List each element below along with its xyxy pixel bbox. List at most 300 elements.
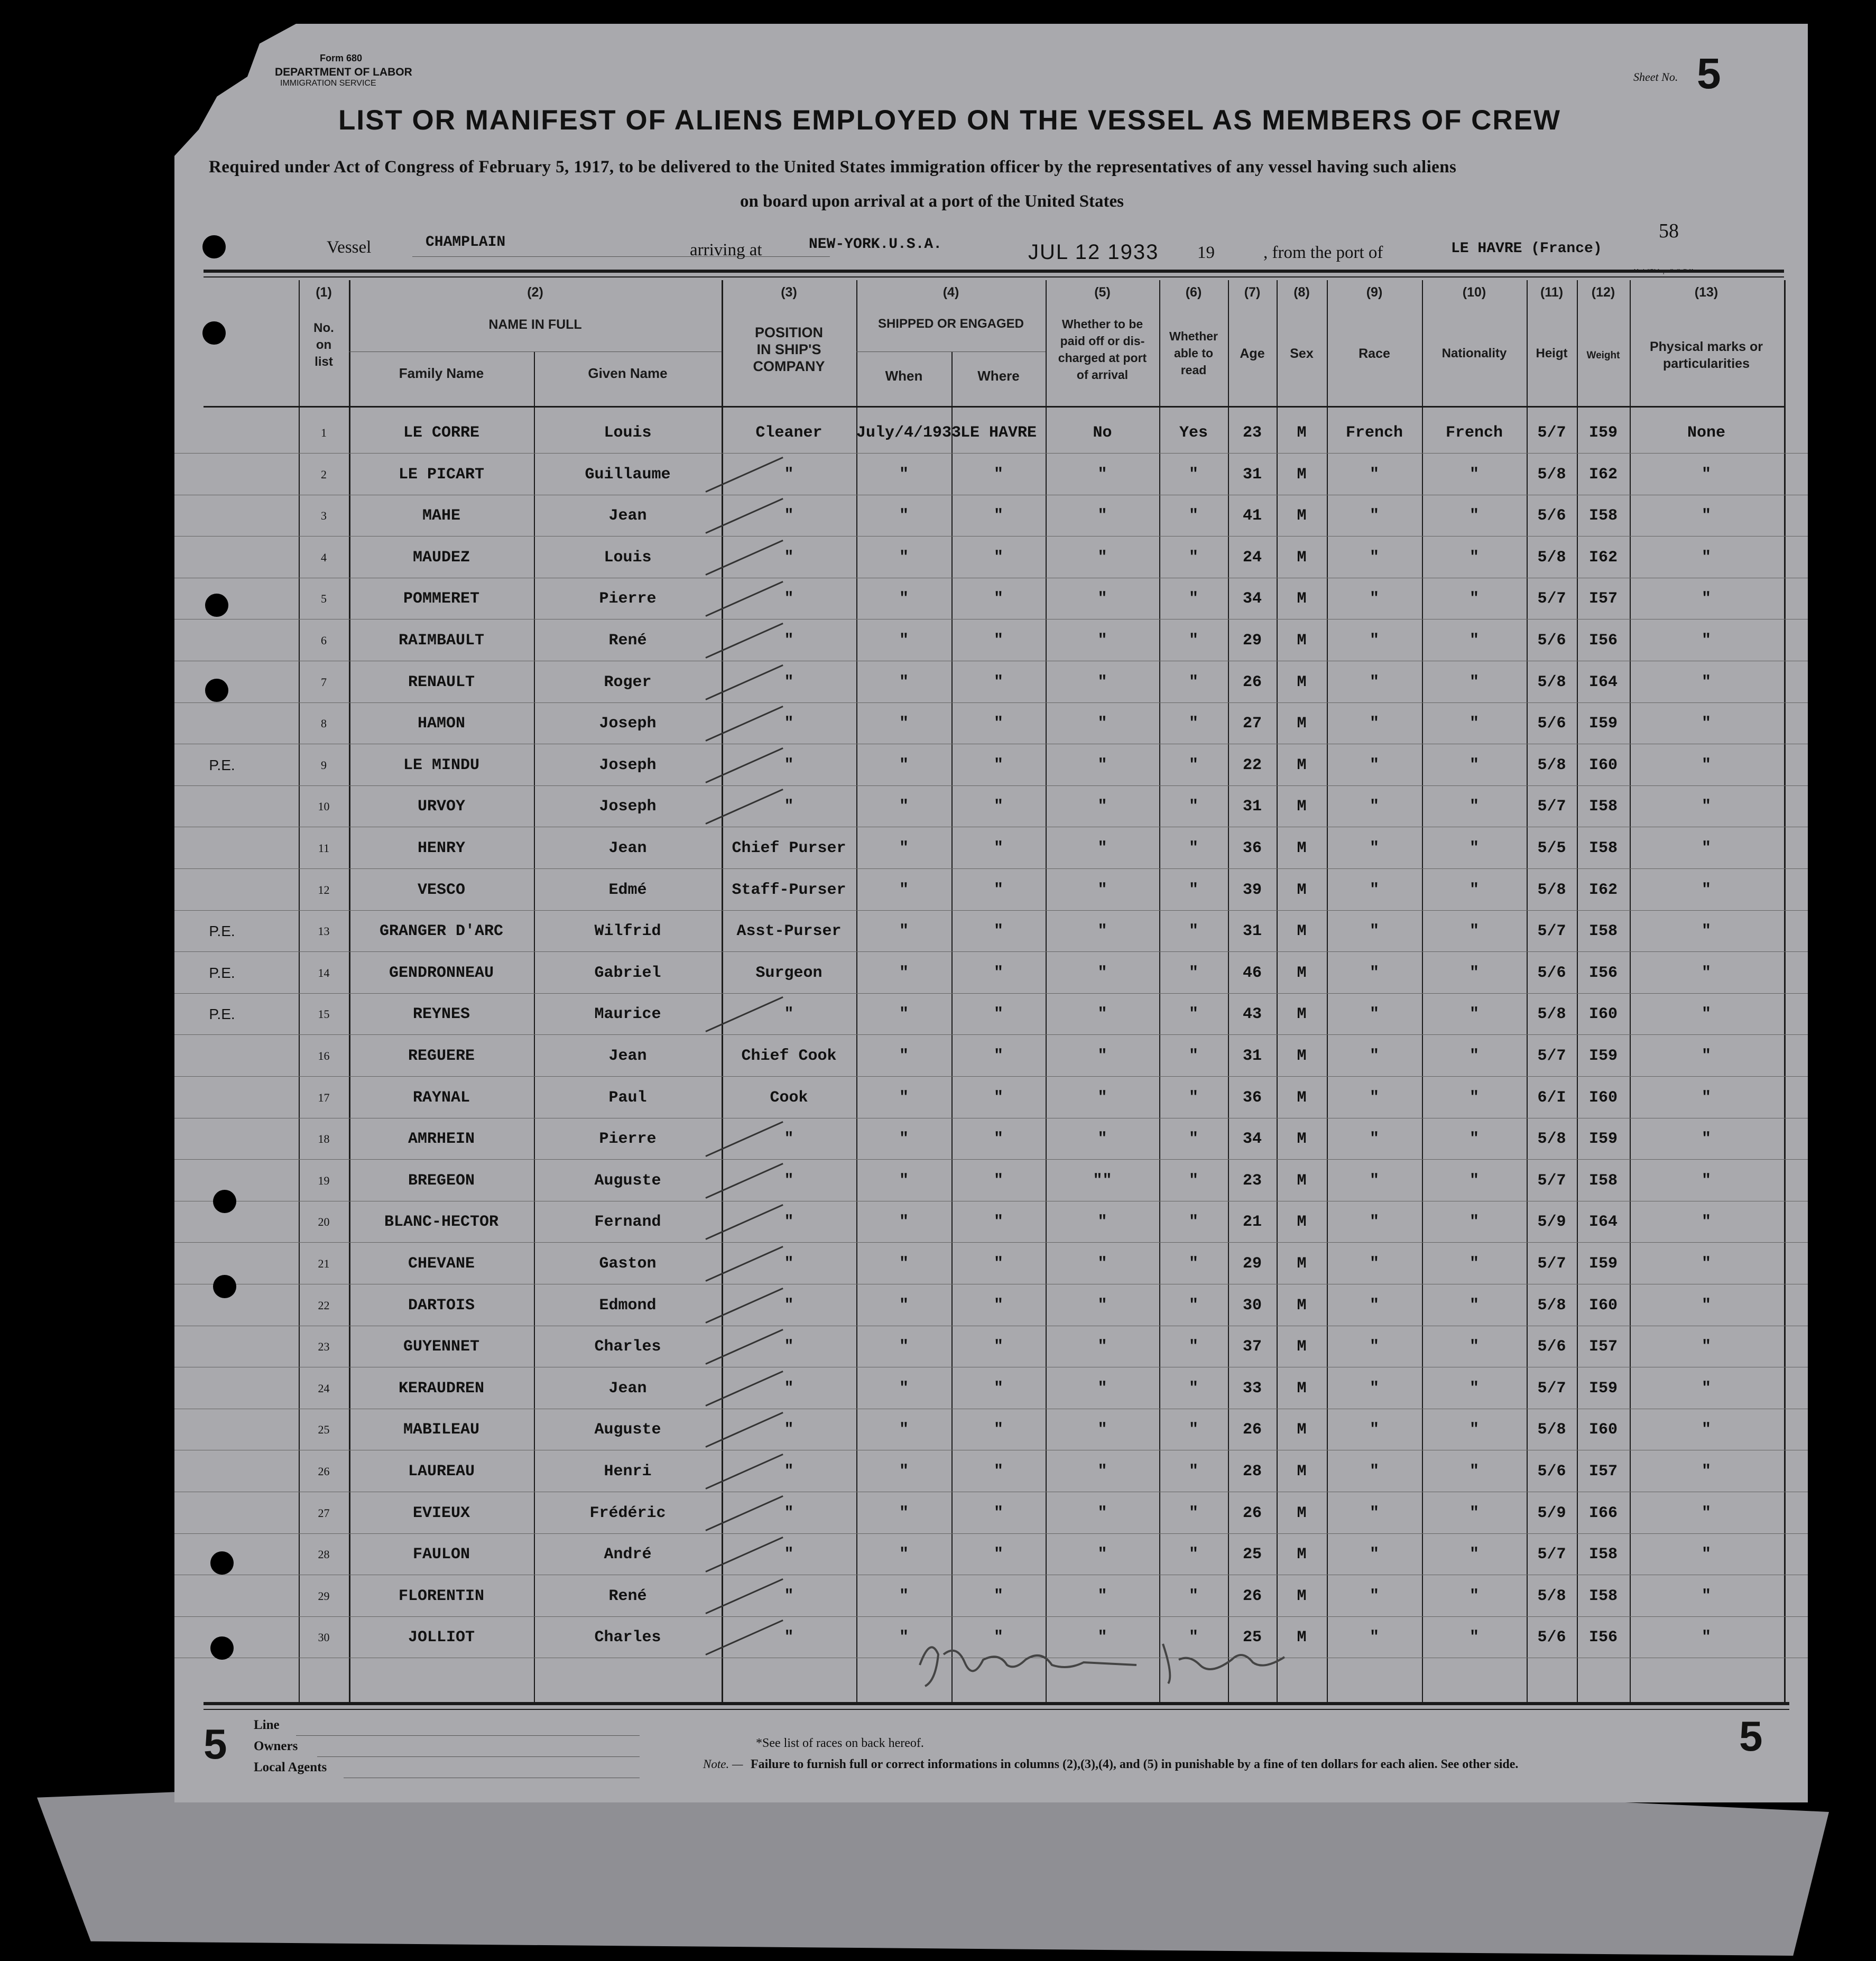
table-row xyxy=(174,703,1808,744)
cell-marks: " xyxy=(1701,1463,1711,1481)
cell-position: " xyxy=(784,798,794,816)
cell-height: 5/6 xyxy=(1537,632,1566,650)
cell-where: " xyxy=(993,756,1003,774)
cell-age: 23 xyxy=(1242,424,1262,442)
col-8-header: Sex xyxy=(1290,346,1314,361)
footer-sheet-right: 5 xyxy=(1739,1713,1763,1760)
cell-family: EVIEUX xyxy=(412,1504,470,1522)
cell-when: " xyxy=(899,1255,909,1273)
cell-sex: M xyxy=(1297,507,1307,525)
cell-race: " xyxy=(1369,1213,1379,1232)
cell-height: 5/7 xyxy=(1537,1379,1566,1398)
cell-height: 5/8 xyxy=(1537,1587,1566,1605)
cell-nationality: " xyxy=(1469,922,1479,941)
cell-weight: I60 xyxy=(1588,1005,1618,1024)
cell-sex: M xyxy=(1297,590,1307,608)
col-5-number: (5) xyxy=(1094,285,1111,300)
cell-given: Edmé xyxy=(608,881,647,899)
cell-race: " xyxy=(1369,1130,1379,1149)
cell-sex: M xyxy=(1297,1005,1307,1024)
cell-age: 26 xyxy=(1242,1421,1262,1439)
cell-when: " xyxy=(899,548,909,567)
pe-annotation xyxy=(180,1035,264,1077)
cell-read: Yes xyxy=(1179,424,1208,442)
cell-where: " xyxy=(993,1005,1003,1024)
cell-position: " xyxy=(784,1463,794,1481)
cell-marks: " xyxy=(1701,964,1711,982)
cell-age: 22 xyxy=(1242,756,1262,774)
cell-race: " xyxy=(1369,1463,1379,1481)
cell-when: " xyxy=(899,1296,909,1315)
cell-position: " xyxy=(784,632,794,650)
cell-read: " xyxy=(1188,1379,1198,1398)
cell-marks: " xyxy=(1701,922,1711,941)
cell-given: Gabriel xyxy=(594,964,661,982)
cell-height: 5/7 xyxy=(1537,1047,1566,1065)
cell-marks: " xyxy=(1701,1296,1711,1315)
cell-sex: M xyxy=(1297,798,1307,816)
cell-age: 25 xyxy=(1242,1629,1262,1647)
cell-age: 23 xyxy=(1242,1171,1262,1190)
cell-no: 20 xyxy=(318,1215,330,1229)
cell-given: André xyxy=(604,1546,652,1564)
cell-race: " xyxy=(1369,507,1379,525)
col-13-header: Physical marks or particularities xyxy=(1649,339,1763,371)
cell-position: " xyxy=(784,1546,794,1564)
cell-family: RENAULT xyxy=(408,673,475,691)
attached-paper-stub xyxy=(37,1776,1829,1956)
cell-read: " xyxy=(1188,1629,1198,1647)
cell-weight: I62 xyxy=(1588,548,1618,567)
cell-paid: " xyxy=(1097,922,1107,941)
cell-position: Surgeon xyxy=(755,964,823,982)
table-row xyxy=(174,1576,1808,1617)
cell-age: 21 xyxy=(1242,1213,1262,1232)
cell-no: 13 xyxy=(318,924,330,938)
cell-weight: I59 xyxy=(1588,1130,1618,1149)
cell-marks: " xyxy=(1701,1130,1711,1149)
manifest-title: LIST OR MANIFEST OF ALIENS EMPLOYED ON THE VESSEL AS MEMBERS OF CREW xyxy=(338,105,1561,136)
cell-where: " xyxy=(993,922,1003,941)
cell-read: " xyxy=(1188,1338,1198,1356)
cell-when: " xyxy=(899,1171,909,1190)
cell-no: 4 xyxy=(321,550,327,564)
cell-nationality: " xyxy=(1469,1130,1479,1149)
table-row xyxy=(174,786,1808,827)
cell-read: " xyxy=(1188,1005,1198,1024)
cell-sex: M xyxy=(1297,715,1307,733)
cell-when: " xyxy=(899,756,909,774)
cell-race: " xyxy=(1369,1255,1379,1273)
col-1-number: (1) xyxy=(316,285,332,300)
cell-paid: No xyxy=(1093,424,1112,442)
cell-age: 31 xyxy=(1242,465,1262,484)
cell-family: KERAUDREN xyxy=(398,1379,485,1398)
cell-race: " xyxy=(1369,465,1379,484)
cell-weight: I66 xyxy=(1588,1504,1618,1522)
cell-height: 5/6 xyxy=(1537,964,1566,982)
binder-hole xyxy=(213,1190,236,1213)
cell-age: 25 xyxy=(1242,1546,1262,1564)
cell-where: " xyxy=(993,1546,1003,1564)
cell-race: " xyxy=(1369,1005,1379,1024)
cell-paid: " xyxy=(1097,1421,1107,1439)
cell-age: 26 xyxy=(1242,673,1262,691)
cell-read: " xyxy=(1188,1213,1198,1232)
pe-annotation: P.E. xyxy=(209,964,235,981)
cell-where: " xyxy=(993,1338,1003,1356)
cell-when: " xyxy=(899,1047,909,1065)
pe-annotation xyxy=(180,1493,264,1534)
cell-nationality: " xyxy=(1469,715,1479,733)
pe-annotation xyxy=(180,454,264,495)
cell-no: 3 xyxy=(321,509,327,523)
col-1-header: No. on list xyxy=(313,321,334,369)
cell-where: " xyxy=(993,1587,1003,1605)
cell-paid: " xyxy=(1097,590,1107,608)
table-row xyxy=(174,412,1808,454)
cell-nationality: " xyxy=(1469,1255,1479,1273)
cell-where: " xyxy=(993,507,1003,525)
cell-marks: " xyxy=(1701,881,1711,899)
cell-age: 36 xyxy=(1242,1088,1262,1107)
cell-read: " xyxy=(1188,715,1198,733)
cell-where: " xyxy=(993,632,1003,650)
cell-family: MAUDEZ xyxy=(412,548,470,567)
cell-no: 25 xyxy=(318,1423,330,1437)
table-row xyxy=(174,662,1808,703)
cell-paid: " xyxy=(1097,756,1107,774)
cell-height: 5/7 xyxy=(1537,590,1566,608)
cell-race: " xyxy=(1369,1088,1379,1107)
cell-no: 12 xyxy=(318,883,330,896)
cell-weight: I59 xyxy=(1588,1255,1618,1273)
cell-family: JOLLIOT xyxy=(408,1629,475,1647)
cell-sex: M xyxy=(1297,632,1307,650)
cell-given: Roger xyxy=(604,673,652,691)
cell-where: " xyxy=(993,1213,1003,1232)
cell-position: " xyxy=(784,756,794,774)
col-2a-header: Family Name xyxy=(399,365,484,381)
cell-height: 5/8 xyxy=(1537,548,1566,567)
cell-where: " xyxy=(993,1130,1003,1149)
table-row xyxy=(174,1160,1808,1201)
cell-weight: I59 xyxy=(1588,1047,1618,1065)
cell-race: " xyxy=(1369,798,1379,816)
cell-when: " xyxy=(899,964,909,982)
cell-height: 5/5 xyxy=(1537,839,1566,857)
cell-race: " xyxy=(1369,839,1379,857)
cell-sex: M xyxy=(1297,465,1307,484)
binder-hole xyxy=(205,679,228,702)
cell-nationality: " xyxy=(1469,964,1479,982)
cell-marks: " xyxy=(1701,1379,1711,1398)
cell-no: 16 xyxy=(318,1049,330,1062)
cell-nationality: " xyxy=(1469,1421,1479,1439)
cell-where: " xyxy=(993,964,1003,982)
cell-given: Charles xyxy=(594,1338,661,1356)
cell-age: 46 xyxy=(1242,964,1262,982)
cell-marks: " xyxy=(1701,798,1711,816)
cell-sex: M xyxy=(1297,1587,1307,1605)
cell-position: " xyxy=(784,715,794,733)
year-prefix: 19 xyxy=(1197,243,1215,262)
cell-race: " xyxy=(1369,673,1379,691)
cell-when: " xyxy=(899,1587,909,1605)
cell-family: REYNES xyxy=(412,1005,470,1024)
cell-weight: I60 xyxy=(1588,756,1618,774)
cell-family: BREGEON xyxy=(408,1171,475,1190)
cell-height: 5/7 xyxy=(1537,922,1566,941)
table-row xyxy=(174,994,1808,1035)
cell-race: " xyxy=(1369,715,1379,733)
cell-family: MAHE xyxy=(422,507,460,525)
cell-paid: " xyxy=(1097,548,1107,567)
cell-read: " xyxy=(1188,1088,1198,1107)
cell-marks: " xyxy=(1701,1338,1711,1356)
cell-position: Cleaner xyxy=(755,424,823,442)
col-2-number: (2) xyxy=(527,285,543,300)
col-10-number: (10) xyxy=(1462,285,1486,300)
cell-age: 34 xyxy=(1242,1130,1262,1149)
cell-nationality: " xyxy=(1469,632,1479,650)
cell-given: Auguste xyxy=(594,1421,661,1439)
cell-given: Jean xyxy=(608,1047,647,1065)
cell-weight: I60 xyxy=(1588,1421,1618,1439)
cell-given: Louis xyxy=(604,424,652,442)
cell-sex: M xyxy=(1297,1047,1307,1065)
cell-marks: " xyxy=(1701,673,1711,691)
cell-nationality: " xyxy=(1469,673,1479,691)
cell-position: " xyxy=(784,1255,794,1273)
cell-sex: M xyxy=(1297,1463,1307,1481)
cell-weight: I62 xyxy=(1588,881,1618,899)
cell-weight: I58 xyxy=(1588,1587,1618,1605)
manifest-subtitle-1: Required under Act of Congress of February 5, 1917, to be delivered to the United States immigration officer by the representatives of any vessel having such aliens xyxy=(209,158,1457,177)
cell-family: DARTOIS xyxy=(408,1296,475,1315)
cell-paid: " xyxy=(1097,1463,1107,1481)
table-row xyxy=(174,578,1808,619)
cell-nationality: " xyxy=(1469,1546,1479,1564)
col-4b-header: Where xyxy=(977,368,1020,384)
footer-sheet-left: 5 xyxy=(204,1720,227,1768)
cell-nationality: " xyxy=(1469,1629,1479,1647)
form-number: Form 680 xyxy=(320,53,363,63)
table-row xyxy=(174,1368,1808,1409)
cell-position: Chief Purser xyxy=(732,839,846,857)
cell-no: 18 xyxy=(318,1132,330,1146)
cell-weight: I57 xyxy=(1588,1338,1618,1356)
cell-age: 36 xyxy=(1242,839,1262,857)
cell-when: " xyxy=(899,1463,909,1481)
cell-where: " xyxy=(993,798,1003,816)
cell-sex: M xyxy=(1297,881,1307,899)
pe-annotation: P.E. xyxy=(209,756,235,773)
cell-age: 33 xyxy=(1242,1379,1262,1398)
cell-height: 5/8 xyxy=(1537,1005,1566,1024)
cell-paid: " xyxy=(1097,1338,1107,1356)
cell-paid: " xyxy=(1097,1504,1107,1522)
cell-nationality: " xyxy=(1469,1005,1479,1024)
pe-annotation xyxy=(180,828,264,869)
cell-paid: " xyxy=(1097,964,1107,982)
binder-hole xyxy=(210,1551,234,1575)
cell-marks: " xyxy=(1701,1546,1711,1564)
cell-family: GENDRONNEAU xyxy=(389,964,494,982)
col-12-header: Weight xyxy=(1586,350,1620,361)
binder-hole xyxy=(213,1275,236,1298)
cell-marks: " xyxy=(1701,548,1711,567)
cell-sex: M xyxy=(1297,548,1307,567)
cell-no: 26 xyxy=(318,1465,330,1478)
pe-annotation xyxy=(180,1576,264,1617)
cell-position: " xyxy=(784,1379,794,1398)
cell-weight: I58 xyxy=(1588,1546,1618,1564)
cell-read: " xyxy=(1188,1255,1198,1273)
cell-family: HAMON xyxy=(417,715,465,733)
pe-annotation xyxy=(180,1326,264,1367)
header-bottom-rule xyxy=(204,406,1784,408)
cell-marks: " xyxy=(1701,1047,1711,1065)
cell-weight: I59 xyxy=(1588,1379,1618,1398)
cell-family: LE PICART xyxy=(398,465,485,484)
cell-read: " xyxy=(1188,756,1198,774)
cell-where: " xyxy=(993,839,1003,857)
cell-race: French xyxy=(1345,424,1403,442)
cell-age: 26 xyxy=(1242,1587,1262,1605)
cell-family: FLORENTIN xyxy=(398,1587,485,1605)
cell-when: " xyxy=(899,1379,909,1398)
cell-age: 37 xyxy=(1242,1338,1262,1356)
cell-marks: " xyxy=(1701,839,1711,857)
cell-height: 5/6 xyxy=(1537,507,1566,525)
cell-paid: " xyxy=(1097,507,1107,525)
cell-no: 23 xyxy=(318,1340,330,1354)
cell-no: 19 xyxy=(318,1173,330,1187)
cell-no: 29 xyxy=(318,1589,330,1603)
cell-age: 31 xyxy=(1242,798,1262,816)
cell-height: 5/8 xyxy=(1537,1296,1566,1315)
cell-when: " xyxy=(899,1546,909,1564)
cell-race: " xyxy=(1369,964,1379,982)
cell-family: LAUREAU xyxy=(408,1463,475,1481)
cell-weight: I58 xyxy=(1588,507,1618,525)
binder-hole xyxy=(205,594,228,617)
table-top-rule xyxy=(204,270,1784,273)
cell-sex: M xyxy=(1297,1629,1307,1647)
date-stamp: JUL 12 1933 xyxy=(1028,240,1159,264)
sheet-no-label: Sheet No. xyxy=(1633,70,1678,84)
cell-read: " xyxy=(1188,1421,1198,1439)
cell-paid: " xyxy=(1097,881,1107,899)
col-7-header: Age xyxy=(1240,346,1265,361)
cell-read: " xyxy=(1188,507,1198,525)
table-row xyxy=(174,1493,1808,1534)
cell-given: Joseph xyxy=(599,756,657,774)
cell-race: " xyxy=(1369,881,1379,899)
officer-signature xyxy=(914,1633,1316,1691)
cell-paid: " xyxy=(1097,1005,1107,1024)
cell-marks: " xyxy=(1701,756,1711,774)
cell-position: " xyxy=(784,1587,794,1605)
table-row xyxy=(174,1077,1808,1118)
cell-height: 5/8 xyxy=(1537,756,1566,774)
cell-race: " xyxy=(1369,1047,1379,1065)
table-bottom-rule xyxy=(204,1702,1789,1705)
cell-read: " xyxy=(1188,1047,1198,1065)
cell-paid: " xyxy=(1097,1587,1107,1605)
cell-nationality: " xyxy=(1469,756,1479,774)
cell-weight: I58 xyxy=(1588,798,1618,816)
cell-weight: I60 xyxy=(1588,1088,1618,1107)
cell-given: Edmond xyxy=(599,1296,657,1315)
cell-position: " xyxy=(784,1338,794,1356)
cell-position: Cook xyxy=(770,1088,808,1107)
cell-position: " xyxy=(784,590,794,608)
cell-family: LE MINDU xyxy=(403,756,480,774)
department-label: DEPARTMENT OF LABOR xyxy=(275,66,412,78)
cell-race: " xyxy=(1369,1587,1379,1605)
note-label: Note. — xyxy=(703,1758,743,1771)
cell-paid: " xyxy=(1097,1047,1107,1065)
cell-race: " xyxy=(1369,590,1379,608)
cell-age: 24 xyxy=(1242,548,1262,567)
cell-nationality: " xyxy=(1469,590,1479,608)
cell-family: VESCO xyxy=(417,881,465,899)
cell-nationality: " xyxy=(1469,465,1479,484)
cell-paid: " xyxy=(1097,1213,1107,1232)
cell-sex: M xyxy=(1297,1338,1307,1356)
table-row xyxy=(174,952,1808,994)
cell-height: 5/8 xyxy=(1537,465,1566,484)
cell-age: 31 xyxy=(1242,922,1262,941)
cell-sex: M xyxy=(1297,1379,1307,1398)
cell-race: " xyxy=(1369,1171,1379,1190)
cell-given: Paul xyxy=(608,1088,647,1107)
cell-where: " xyxy=(993,1463,1003,1481)
cell-marks: " xyxy=(1701,1255,1711,1273)
cell-given: Joseph xyxy=(599,798,657,816)
table-row xyxy=(174,1285,1808,1326)
cell-given: Maurice xyxy=(594,1005,661,1024)
cell-race: " xyxy=(1369,1546,1379,1564)
col-9-header: Race xyxy=(1359,346,1390,361)
cell-paid: "" xyxy=(1093,1171,1112,1190)
cell-when: " xyxy=(899,1504,909,1522)
cell-race: " xyxy=(1369,1338,1379,1356)
cell-given: Charles xyxy=(594,1629,661,1647)
cell-when: " xyxy=(899,922,909,941)
cell-paid: " xyxy=(1097,673,1107,691)
cell-given: Wilfrid xyxy=(594,922,661,941)
cell-where: " xyxy=(993,1421,1003,1439)
col-4-number: (4) xyxy=(942,285,959,300)
from-port-label: , from the port of xyxy=(1263,243,1383,262)
cell-height: 5/8 xyxy=(1537,673,1566,691)
cell-family: GRANGER D'ARC xyxy=(379,922,504,941)
col-11-header: Heigt xyxy=(1536,346,1568,360)
cell-sex: M xyxy=(1297,1421,1307,1439)
from-port: LE HAVRE (France) xyxy=(1451,240,1602,257)
owners-label: Owners xyxy=(254,1739,298,1753)
cell-paid: " xyxy=(1097,715,1107,733)
table-row xyxy=(174,1409,1808,1450)
cell-age: 28 xyxy=(1242,1463,1262,1481)
cell-position: " xyxy=(784,465,794,484)
pe-annotation xyxy=(180,870,264,911)
cell-when: " xyxy=(899,1629,909,1647)
cell-weight: I64 xyxy=(1588,1213,1618,1232)
